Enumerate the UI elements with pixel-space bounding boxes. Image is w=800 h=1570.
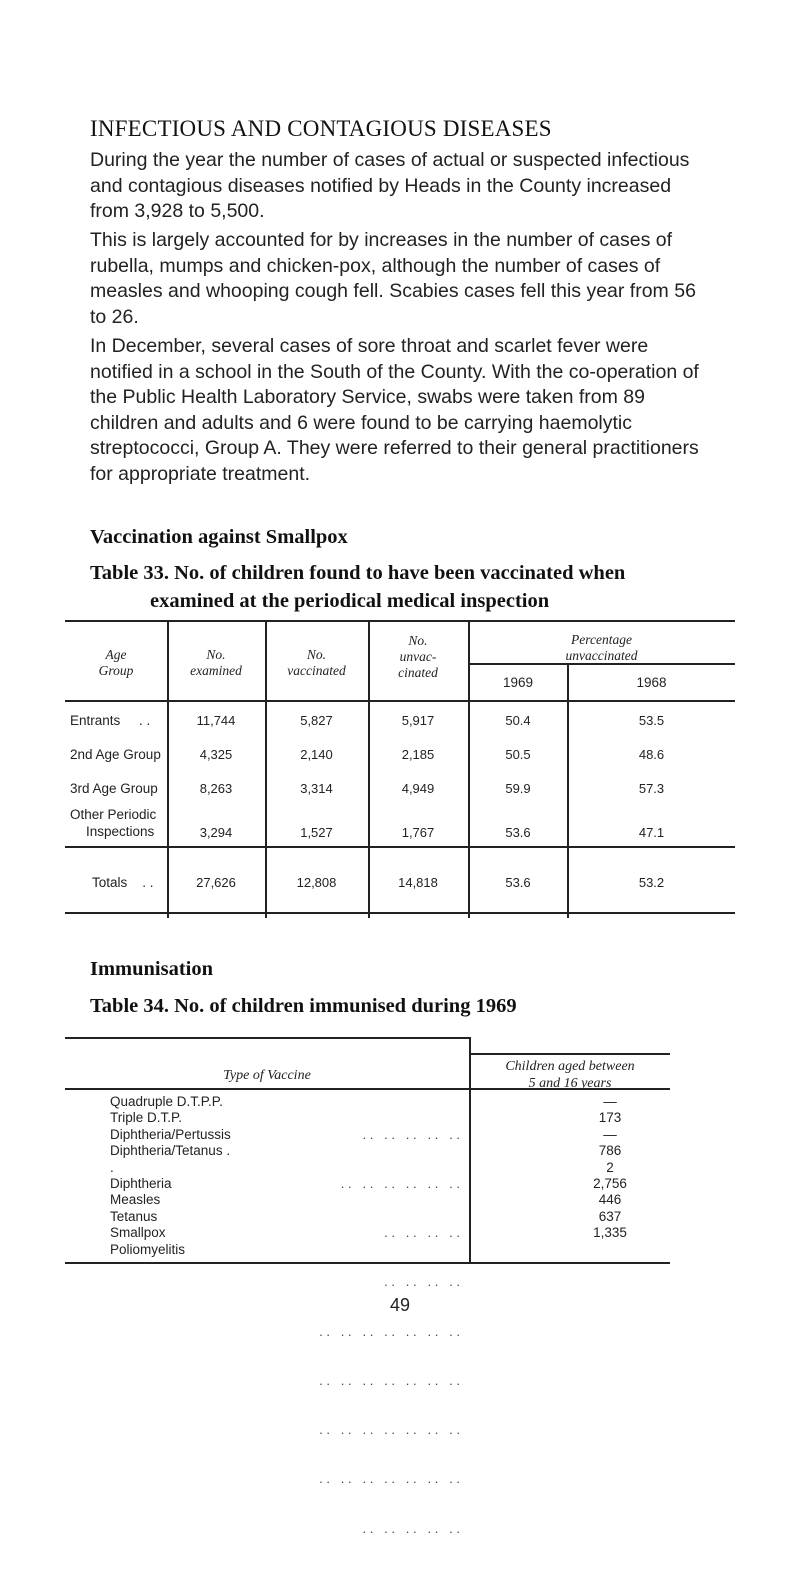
vaccine-label: Tetanus	[110, 1208, 158, 1224]
row-label-2nd-age-group: 2nd Age Group	[70, 747, 161, 762]
vaccine-list	[110, 1094, 231, 1258]
vaccine-count: 1,335	[593, 1225, 627, 1241]
cell-vaccinated: 1,527	[300, 825, 333, 840]
vaccine-label: Poliomyelitis	[110, 1241, 186, 1257]
header-examined: No. examined	[190, 647, 242, 678]
vaccine-label: Diphtheria	[110, 1176, 172, 1192]
vaccine-count: 446	[598, 1192, 622, 1208]
header-unvaccinated: No. unvac- cinated	[398, 633, 438, 680]
cell-total-vaccinated: 12,808	[296, 875, 337, 890]
cell-pct-1968: 53.5	[638, 713, 665, 728]
vaccine-count: 786	[598, 1143, 622, 1159]
cell-total-pct-1968: 53.2	[638, 875, 665, 890]
cell-vaccinated: 3,314	[300, 781, 333, 796]
header-1969: 1969	[502, 675, 534, 690]
cell-pct-1969: 50.4	[505, 713, 531, 728]
header-1968: 1968	[636, 675, 667, 690]
cell-examined: 3,294	[199, 825, 233, 840]
header-type-of-vaccine: Type of Vaccine	[223, 1068, 311, 1083]
cell-pct-1968: 57.3	[638, 781, 665, 796]
vaccine-count: —	[603, 1094, 617, 1109]
vaccine-label: Diphtheria/Pertussis	[110, 1126, 231, 1142]
header-vaccinated: No. vaccinated	[287, 647, 346, 678]
vaccine-values	[560, 1094, 660, 1242]
header-percentage: Percentage unvaccinated	[565, 632, 638, 663]
cell-examined: 11,744	[196, 713, 236, 728]
cell-unvaccinated: 2,185	[401, 747, 435, 762]
cell-unvaccinated: 1,767	[401, 825, 435, 840]
vaccine-label: Smallpox	[110, 1225, 166, 1241]
cell-pct-1969: 59.9	[505, 781, 531, 796]
cell-total-examined: 27,626	[196, 875, 236, 890]
paragraph-1: During the year the number of cases of actual or suspected infectious and contagious diseases notified by Heads in the County increased from 3,928 to 5,500.	[90, 149, 690, 222]
vaccine-label: Quadruple D.T.P.P.	[110, 1094, 223, 1109]
cell-examined: 8,263	[199, 781, 233, 796]
paragraph-2: This is largely accounted for by increases in the number of cases of rubella, mumps and chicken-pox, although the number of cases of measles and whooping cough fell. Scabies cases fell this year from 56 to 26.	[90, 229, 696, 328]
table-rule	[65, 912, 735, 914]
cell-total-pct-1969: 53.6	[505, 875, 531, 890]
table-rule	[65, 1037, 470, 1039]
vaccine-count: 2,756	[593, 1176, 627, 1192]
vaccine-count: —	[603, 1126, 617, 1142]
vaccine-count: 637	[598, 1208, 622, 1224]
cell-vaccinated: 5,827	[300, 713, 333, 728]
table34-caption: Table 34. No. of children immunised during 1969	[90, 995, 517, 1017]
cell-total-unvaccinated: 14,818	[398, 875, 438, 890]
page-number: 49	[389, 1295, 411, 1315]
header-children-aged: Children aged between 5 and 16 years	[505, 1059, 635, 1091]
section-heading-immunisation: Immunisation	[90, 958, 214, 980]
vaccine-count: 173	[598, 1110, 622, 1126]
row-label-totals: Totals . .	[92, 875, 154, 890]
vaccine-label: Diphtheria/Tetanus . .	[110, 1143, 231, 1175]
vaccine-label: Triple D.T.P.	[110, 1110, 183, 1126]
vaccine-label: Measles	[110, 1192, 161, 1208]
table-rule	[65, 846, 735, 848]
leader-dots: . . . . . . . . . . . . . . . . . . . . . . . . . . . . . . . . . . . . . . . . . . . . . . . . . . . . . . . . . . . . . . . . . . . . . . . . . . . . . . . . . . . . . . . . . . . . . . . . . . . . . . . .	[319, 1126, 460, 1536]
table-rule	[65, 620, 735, 622]
table33-caption-line1: Table 33. No. of children found to have been vaccinated when	[90, 562, 626, 584]
table-rule	[65, 700, 735, 702]
cell-pct-1968: 48.6	[638, 747, 665, 762]
table-rule	[470, 1053, 670, 1055]
cell-examined: 4,325	[199, 747, 233, 762]
cell-pct-1968: 47.1	[638, 825, 665, 840]
paragraph-3: In December, several cases of sore throat and scarlet fever were notified in a school in the South of the County. With the co-operation of the Public Health Laboratory Service, swabs were taken from 89 children and adults and 6 were found to be carrying haemolytic streptococci, Group A. They were referred to their general practitioners for appropriate treatment.	[90, 335, 699, 485]
cell-vaccinated: 2,140	[300, 747, 333, 762]
row-label-other-periodic: Other Periodic Inspections	[70, 807, 157, 839]
row-label-3rd-age-group: 3rd Age Group	[70, 781, 158, 796]
row-label-entrants: Entrants . .	[70, 713, 151, 728]
header-age-group: Age Group	[98, 647, 134, 678]
cell-unvaccinated: 5,917	[401, 713, 435, 728]
table-33	[65, 620, 735, 1060]
table33-caption-line2: examined at the periodical medical inspection	[150, 590, 550, 612]
cell-unvaccinated: 4,949	[401, 781, 435, 796]
section-heading-vaccination: Vaccination against Smallpox	[90, 526, 348, 548]
cell-pct-1969: 53.6	[505, 825, 531, 840]
vaccine-count: 2	[606, 1159, 614, 1175]
cell-pct-1969: 50.5	[505, 747, 531, 762]
table-rule	[468, 620, 470, 918]
page-heading: INFECTIOUS AND CONTAGIOUS DISEASES	[90, 116, 552, 141]
